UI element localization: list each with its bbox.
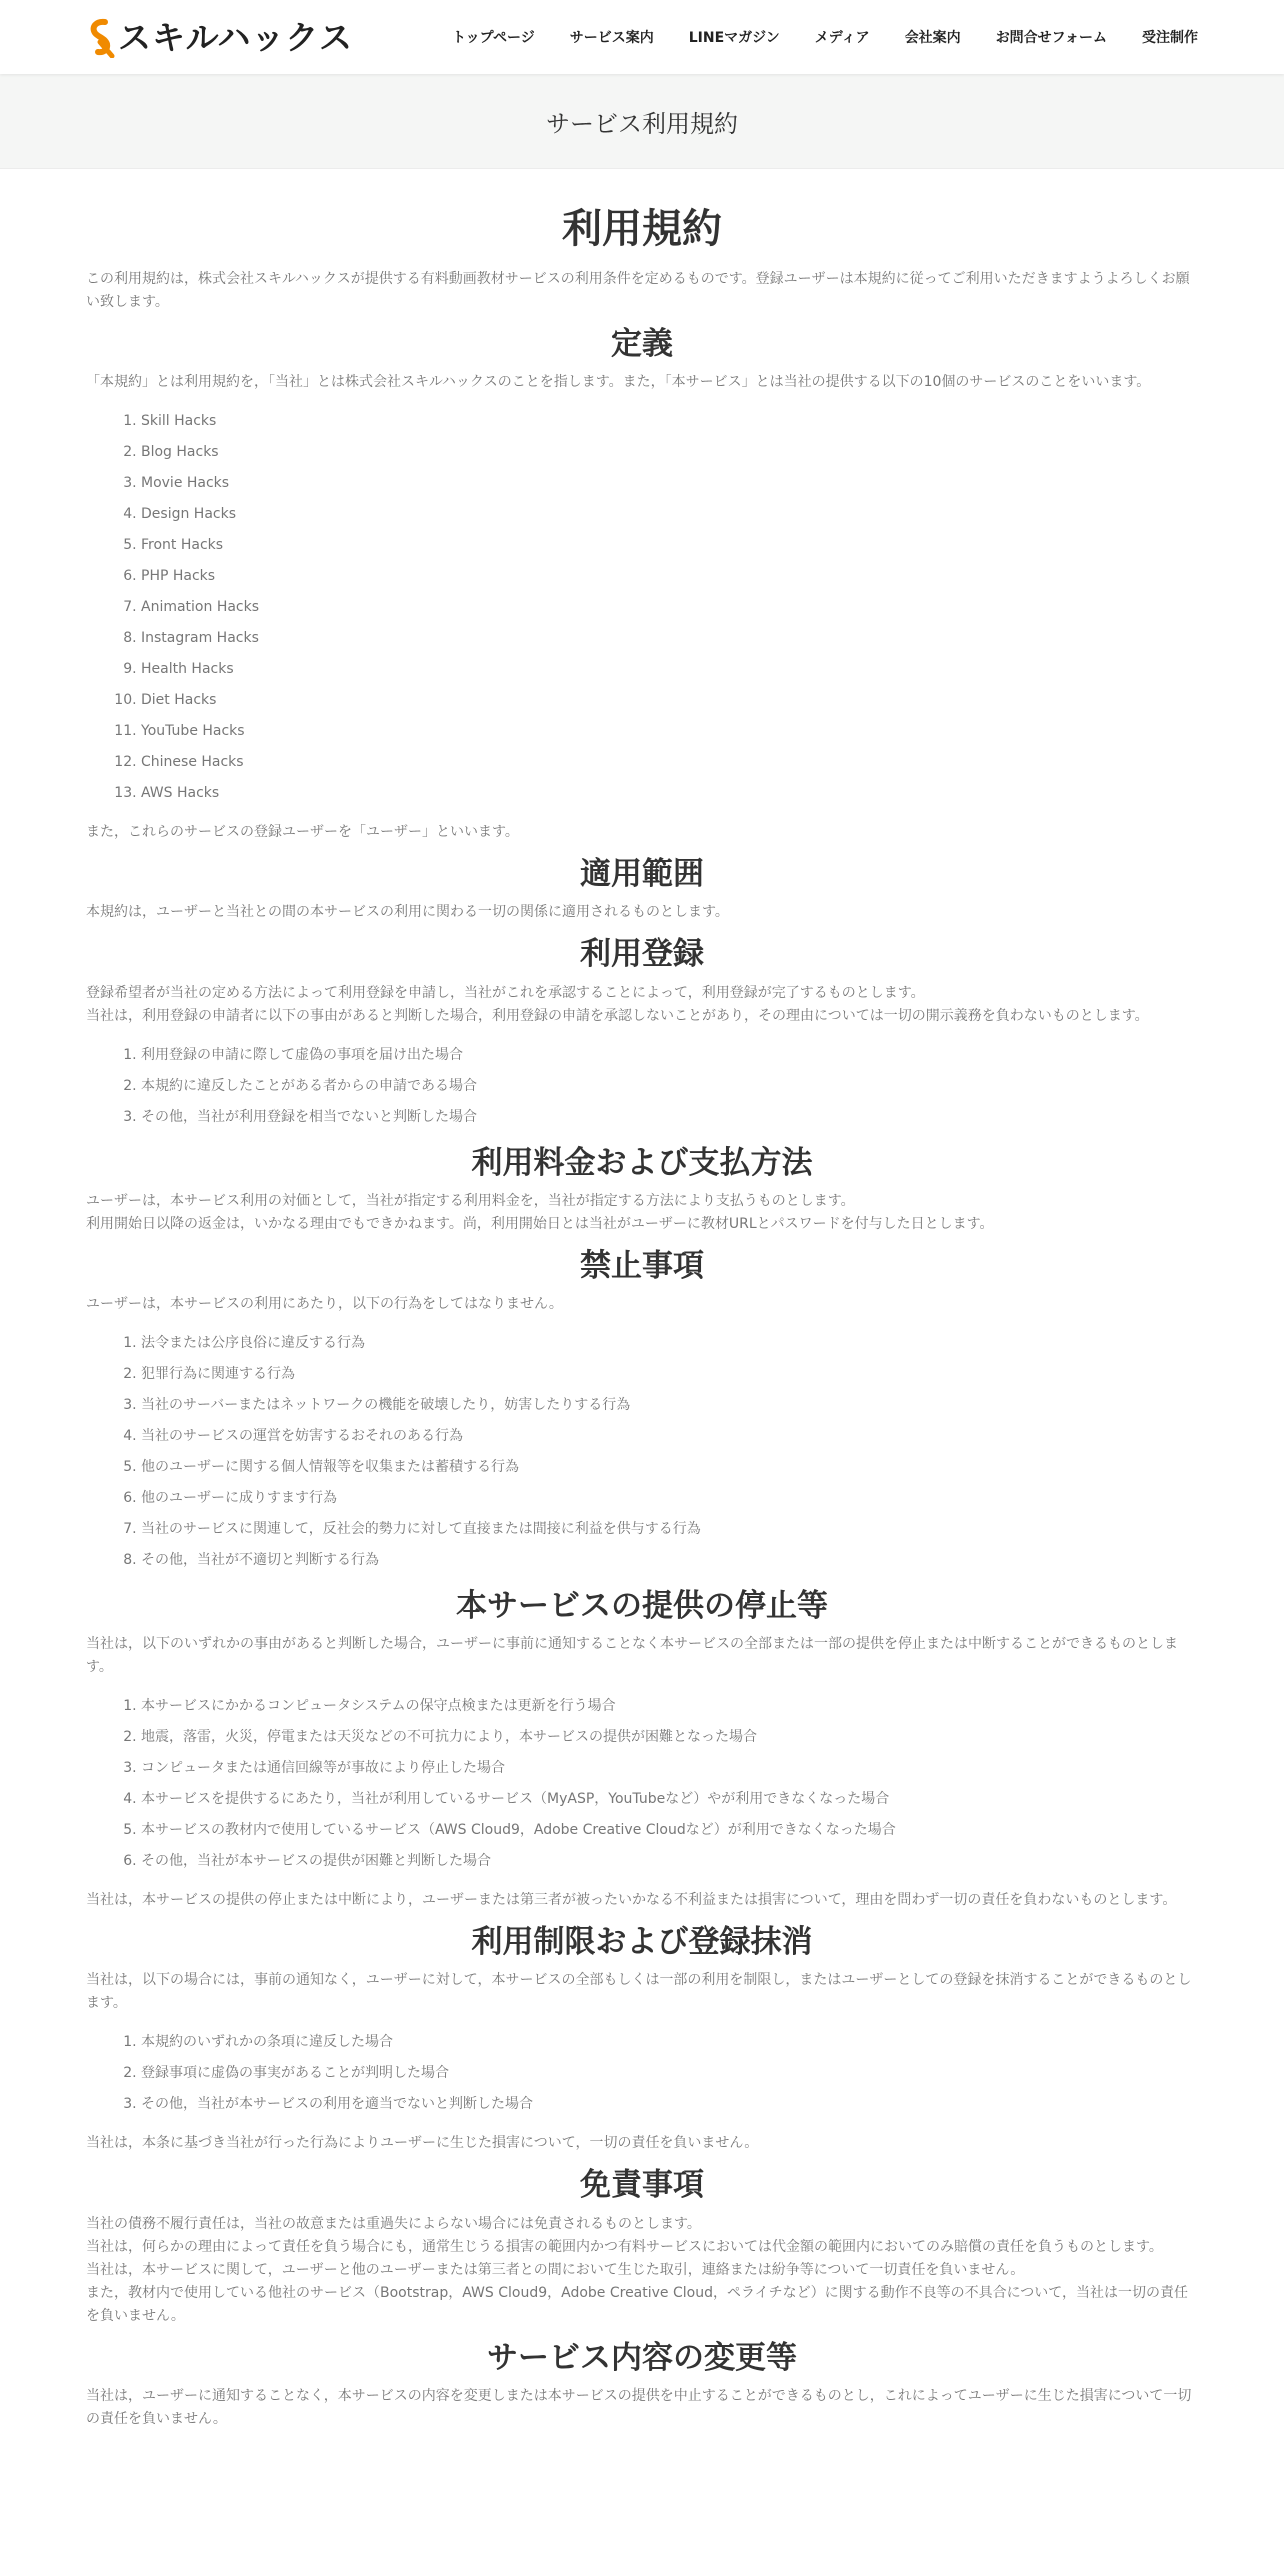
list-item: 10. Diet Hacks (141, 685, 1198, 716)
logo-mark-icon (86, 18, 118, 58)
terms-content (86, 168, 1198, 2431)
section-paragraph: 当社は，本サービスの提供の停止または中断により，ユーザーまたは第三者が被ったいかなる不利益または損害について，理由を問わず一切の責任を負わないものとします。 (86, 1892, 1177, 1909)
list-item: 8. Instagram Hacks (141, 623, 1198, 654)
section-list (86, 1328, 1198, 1576)
list-item: 2. 本規約に違反したことがある者からの申請である場合 (141, 1071, 1198, 1102)
list-item: 5. 他のユーザーに関する個人情報等を収集または蓄積する行為 (141, 1452, 1198, 1483)
nav-link-contact[interactable]: お問合せフォーム (995, 30, 1107, 46)
section-list (86, 1040, 1198, 1133)
list-item: 4. 本サービスを提供するにあたり，当社が利用しているサービス（MyASP，YouTubeなど）やが利用できなくなった場合 (141, 1784, 1198, 1815)
section-heading: 利用制限および登録抹消 (471, 1924, 813, 1961)
list-item: 3. 当社のサーバーまたはネットワークの機能を破壊したり，妨害したりする行為 (141, 1390, 1198, 1421)
section-paragraph: 「本規約」とは利用規約を，「当社」とは株式会社スキルハックスのことを指します。また，「本サービス」とは当社の提供する以下の10個のサービスのことをいいます。 (86, 374, 1151, 391)
section-heading: 利用料金および支払方法 (471, 1144, 813, 1181)
section-paragraph: 当社は，何らかの理由によって責任を負う場合にも，通常生じうる損害の範囲内かつ有料サービスにおいては代金額の範囲内においてのみ賠償の責任を負うものとします。 (86, 2238, 1163, 2255)
logo-text: スキルハックス (118, 18, 354, 57)
nav-link-top[interactable]: トップページ (451, 30, 535, 46)
site-logo[interactable] (86, 18, 353, 58)
list-item: 6. PHP Hacks (141, 561, 1198, 592)
list-item: 9. Health Hacks (141, 654, 1198, 685)
terms-intro: この利用規約は，株式会社スキルハックスが提供する有料動画教材サービスの利用条件を定めるものです。登録ユーザーは本規約に従ってご利用いただきますようよろしくお願い致します。 (86, 271, 1190, 310)
section-heading: 本サービスの提供の停止等 (456, 1587, 828, 1624)
terms-title: 利用規約 (562, 206, 722, 252)
section-list (86, 406, 1198, 809)
list-item: 6. 他のユーザーに成りすます行為 (141, 1483, 1198, 1514)
list-item: 1. Skill Hacks (141, 406, 1198, 437)
nav-link-company[interactable]: 会社案内 (904, 30, 961, 46)
section-paragraph: また，教材内で使用している他社のサービス（Bootstrap，AWS Cloud9，Adobe Creative Cloud，ペライチなど）に関する動作不良等の不具合について，当社は一切の責任を負いません。 (86, 2284, 1189, 2324)
section-paragraph: また，これらのサービスの登録ユーザーを「ユーザー」といいます。 (86, 824, 519, 841)
list-item: 1. 法令または公序良俗に違反する行為 (141, 1328, 1198, 1359)
page-banner (0, 74, 1284, 169)
section-paragraph: 当社は，以下の場合には，事前の通知なく，ユーザーに対して，本サービスの全部もしくは一部の利用を制限し，またはユーザーとしての登録を抹消することができるものとします。 (86, 1972, 1192, 2012)
list-item: 1. 利用登録の申請に際して虚偽の事項を届け出た場合 (141, 1040, 1198, 1071)
list-item: 4. Design Hacks (141, 499, 1198, 530)
nav-link-media[interactable]: メディア (814, 30, 870, 46)
list-item: 7. 当社のサービスに関連して，反社会的勢力に対して直接または間接に利益を供与する行為 (141, 1514, 1198, 1545)
list-item: 1. 本サービスにかかるコンピュータシステムの保守点検または更新を行う場合 (141, 1691, 1198, 1722)
section-paragraph: ユーザーは，本サービス利用の対価として，当社が指定する利用料金を，当社が指定する方法により支払うものとします。 (86, 1192, 855, 1209)
section-paragraph: 登録希望者が当社の定める方法によって利用登録を申請し，当社がこれを承認することによって，利用登録が完了するものとします。 (86, 984, 925, 1001)
main-nav (417, 0, 1198, 74)
list-item: 5. 本サービスの教材内で使用しているサービス（AWS Cloud9，Adobe Creative Cloudなど）が利用できなくなった場合 (141, 1815, 1198, 1846)
list-item: 1. 本規約のいずれかの条項に違反した場合 (141, 2027, 1198, 2058)
section-paragraph: 当社の債務不履行責任は，当社の故意または重過失によらない場合には免責されるものとします。 (86, 2215, 701, 2232)
section-paragraph: 本規約は，ユーザーと当社との間の本サービスの利用に関わる一切の関係に適用されるものとします。 (86, 904, 729, 921)
list-item: 2. 犯罪行為に関連する行為 (141, 1359, 1198, 1390)
list-item: 12. Chinese Hacks (141, 747, 1198, 778)
section-paragraph: 当社は，利用登録の申請者に以下の事由があると判断した場合，利用登録の申請を承認しないことがあり，その理由については一切の開示義務を負わないものとします。 (86, 1007, 1149, 1024)
section-list (86, 1691, 1198, 1877)
nav-link-contract-work[interactable]: 受注制作 (1142, 30, 1198, 46)
list-item: 3. その他，当社が本サービスの利用を適当でないと判断した場合 (141, 2089, 1198, 2120)
section-paragraph: 当社は，以下のいずれかの事由があると判断した場合，ユーザーに事前に通知することなく本サービスの全部または一部の提供を停止または中断することができるものとします。 (86, 1636, 1178, 1676)
section-paragraph: 当社は，ユーザーに通知することなく，本サービスの内容を変更しまたは本サービスの提供を中止することができるものとし，これによってユーザーに生じた損害について一切の責任を負いません。 (86, 2387, 1192, 2427)
terms-sections (86, 326, 1198, 2431)
list-item: 3. コンピュータまたは通信回線等が事故により停止した場合 (141, 1753, 1198, 1784)
section-paragraph: ユーザーは，本サービスの利用にあたり，以下の行為をしてはなりません。 (86, 1295, 563, 1312)
section-paragraph: 当社は，本条に基づき当社が行った行為によりユーザーに生じた損害について，一切の責任を負いません。 (86, 2135, 759, 2152)
list-item: 7. Animation Hacks (141, 592, 1198, 623)
section-heading: 禁止事項 (580, 1247, 704, 1284)
site-header (0, 0, 1284, 74)
list-item: 2. 登録事項に虚偽の事実があることが判明した場合 (141, 2058, 1198, 2089)
section-heading: 定義 (611, 326, 673, 362)
section-list (86, 2027, 1198, 2120)
list-item: 2. 地震，落雷，火災，停電または天災などの不可抗力により，本サービスの提供が困難となった場合 (141, 1722, 1198, 1753)
list-item: 13. AWS Hacks (141, 778, 1198, 809)
section-heading: 適用範囲 (580, 856, 704, 893)
page-banner-title: サービス利用規約 (546, 109, 738, 138)
section-paragraph: 当社は，本サービスに関して，ユーザーと他のユーザーまたは第三者との間において生じた取引，連絡または紛争等について一切責任を負いません。 (86, 2261, 1025, 2278)
section-heading: サービス内容の変更等 (487, 2339, 797, 2376)
list-item: 4. 当社のサービスの運営を妨害するおそれのある行為 (141, 1421, 1198, 1452)
section-paragraph: 利用開始日以降の返金は，いかなる理由でもできかねます。尚，利用開始日とは当社がユーザーに教材URLとパスワードを付与した日とします。 (86, 1215, 994, 1232)
list-item: 3. Movie Hacks (141, 468, 1198, 499)
section-heading: 利用登録 (580, 936, 704, 973)
nav-link-services[interactable]: サービス案内 (569, 30, 654, 46)
list-item: 3. その他，当社が利用登録を相当でないと判断した場合 (141, 1102, 1198, 1133)
list-item: 2. Blog Hacks (141, 437, 1198, 468)
list-item: 6. その他，当社が本サービスの提供が困難と判断した場合 (141, 1846, 1198, 1877)
nav-link-line-magazine[interactable]: LINEマガジン (688, 30, 780, 46)
list-item: 8. その他，当社が不適切と判断する行為 (141, 1545, 1198, 1576)
section-heading: 免責事項 (580, 2167, 704, 2204)
list-item: 5. Front Hacks (141, 530, 1198, 561)
list-item: 11. YouTube Hacks (141, 716, 1198, 747)
